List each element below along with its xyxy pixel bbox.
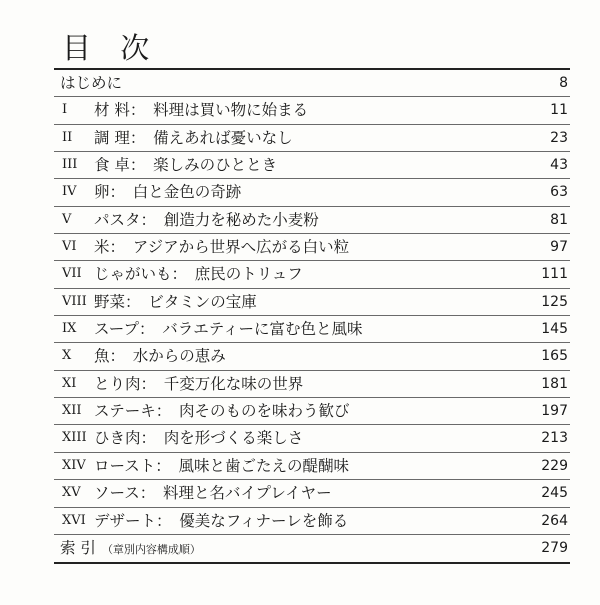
chapter-number: IV xyxy=(62,184,77,200)
toc-label: はじめに xyxy=(60,74,123,92)
toc-label: 米： アジアから世界へ広がる白い粒 xyxy=(94,238,350,257)
toc-row xyxy=(54,316,570,343)
toc-row xyxy=(54,425,570,452)
toc-page-number: 279 xyxy=(541,539,568,556)
toc-label: 食 卓： 楽しみのひととき xyxy=(94,156,278,175)
toc-label: じゃがいも： 庶民のトリュフ xyxy=(94,265,303,284)
toc-label: 魚： 水からの恵み xyxy=(94,347,226,366)
toc-label: とり肉： 千変万化な味の世界 xyxy=(94,374,304,393)
toc-page-number: 63 xyxy=(550,184,568,201)
toc-page-number: 165 xyxy=(541,348,568,365)
chapter-number: XV xyxy=(62,485,81,501)
chapter-number: XI xyxy=(62,375,77,391)
toc-label: ソース： 料理と名バイプレイヤー xyxy=(94,484,332,503)
chapter-number: XIV xyxy=(62,457,86,473)
toc-row xyxy=(54,125,570,152)
toc-page-number: 229 xyxy=(541,457,568,474)
toc-row xyxy=(54,453,570,480)
chapter-number: II xyxy=(62,129,73,145)
chapter-number: XVI xyxy=(62,512,86,528)
toc-page-number: 23 xyxy=(550,129,568,146)
toc-page-number: 81 xyxy=(550,211,568,228)
toc-label: 卵： 白と金色の奇跡 xyxy=(94,183,242,202)
table-of-contents xyxy=(54,68,570,564)
toc-label: ロースト： 風味と歯ごたえの醍醐味 xyxy=(94,456,349,475)
chapter-number: XIII xyxy=(62,430,87,446)
toc-page-number: 97 xyxy=(550,239,568,256)
chapter-number: I xyxy=(62,102,68,118)
chapter-number: VIII xyxy=(62,293,87,309)
toc-page-number: 213 xyxy=(541,430,568,447)
toc-row xyxy=(54,97,570,124)
toc-label: スープ： バラエティーに富む色と風味 xyxy=(94,320,363,339)
toc-label: 野菜： ビタミンの宝庫 xyxy=(94,292,257,311)
chapter-number: XII xyxy=(62,403,82,419)
toc-row-index xyxy=(54,535,570,562)
toc-page-number: 125 xyxy=(541,293,568,310)
toc-row xyxy=(54,398,570,425)
chapter-number: III xyxy=(62,157,78,173)
toc-label: ステーキ： 肉そのものを味わう歓び xyxy=(94,402,350,421)
toc-page-number: 197 xyxy=(541,403,568,420)
toc-page-number: 43 xyxy=(550,157,568,174)
toc-page-number: 181 xyxy=(541,375,568,392)
toc-row xyxy=(54,371,570,398)
toc-page-number: 11 xyxy=(550,102,568,119)
toc-row xyxy=(54,179,570,206)
toc-label: 調 理： 備えあれば憂いなし xyxy=(94,128,293,147)
index-note: （章別内容構成順） xyxy=(101,542,201,556)
toc-row xyxy=(54,508,570,535)
toc-row-intro xyxy=(54,70,570,97)
toc-row xyxy=(54,234,570,261)
toc-row xyxy=(54,152,570,179)
toc-row xyxy=(54,480,570,507)
chapter-number: VII xyxy=(62,266,82,282)
chapter-number: IX xyxy=(62,321,77,337)
toc-label: パスタ： 創造力を秘めた小麦粉 xyxy=(94,210,319,229)
page-title: 目 次 xyxy=(62,31,160,65)
toc-label: 材 料： 料理は買い物に始まる xyxy=(94,101,309,120)
chapter-number: V xyxy=(62,211,72,227)
toc-page-number: 245 xyxy=(541,485,568,502)
toc-row xyxy=(54,289,570,316)
chapter-number: X xyxy=(62,348,72,364)
index-label: 索 引 xyxy=(60,538,96,557)
toc-page-number: 8 xyxy=(559,75,568,91)
toc-page-number: 145 xyxy=(541,321,568,338)
chapter-number: VI xyxy=(62,239,77,255)
toc-row xyxy=(54,207,570,234)
toc-label: ひき肉： 肉を形づくる楽しさ xyxy=(94,429,304,448)
toc-label xyxy=(60,535,201,563)
toc-row xyxy=(54,343,570,370)
toc-label: デザート： 優美なフィナーレを飾る xyxy=(94,511,349,530)
toc-page-number: 111 xyxy=(541,266,568,283)
toc-page-number: 264 xyxy=(541,512,568,529)
toc-row xyxy=(54,261,570,288)
